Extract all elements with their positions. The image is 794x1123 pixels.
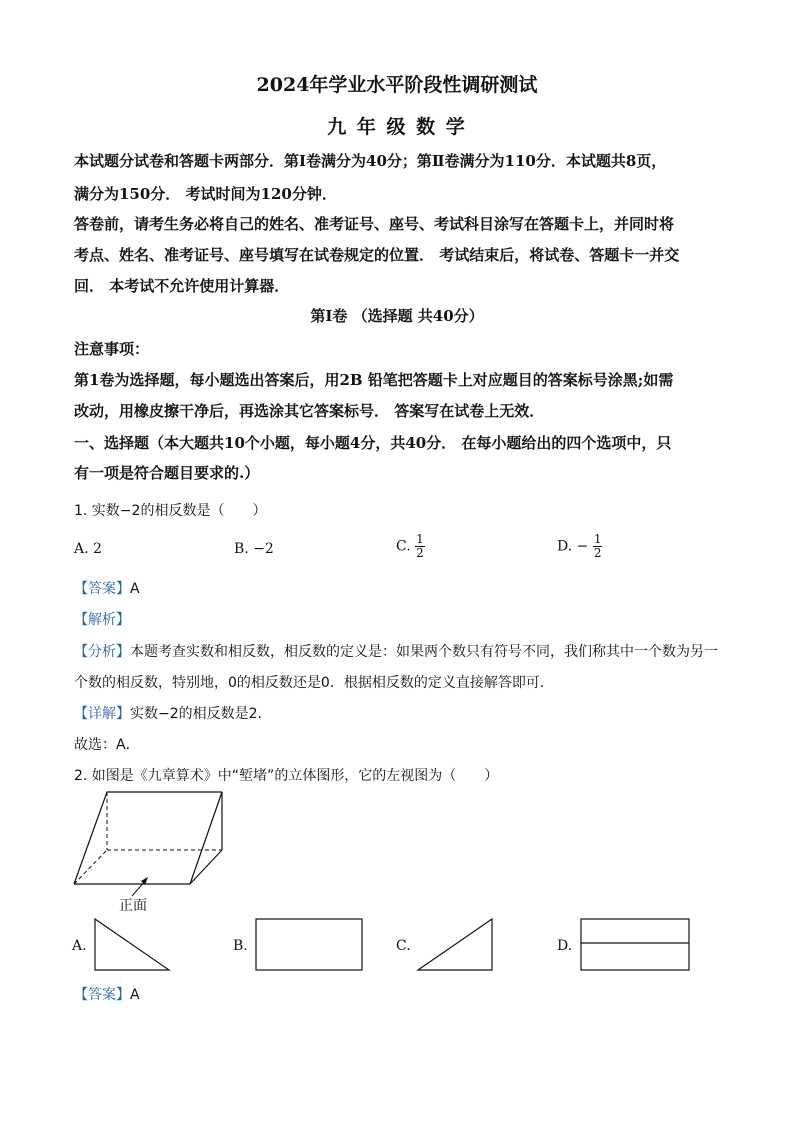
q1-conclusion: 故选：A． — [74, 737, 140, 753]
q1-detail — [74, 703, 272, 723]
q1-option-a: A. 2 — [74, 541, 102, 557]
q2-option-b-rectangle — [253, 916, 365, 974]
page-title: 2024年学业水平阶段性调研测试 — [256, 74, 538, 96]
intro-line-1: 本试题分试卷和答题卡两部分．第Ⅰ卷满分为40分；第Ⅱ卷满分为110分．本试题共8页， — [74, 152, 667, 170]
q1-stem: 1. 实数−2的相反数是（ ） — [74, 503, 267, 519]
intro-line-4: 考点、姓名、准考证号、座号填写在试卷规定的位置． 考试结束后，将试卷、答题卡一并交 — [74, 246, 680, 264]
q2-option-c-triangle — [415, 916, 495, 974]
q2-option-d-label: D. — [557, 938, 573, 954]
notes-line-1: 第1卷为选择题，每小题选出答案后，用2B 铅笔把答题卡上对应题目的答案标号涂黑;如需 — [74, 371, 674, 389]
q1-option-d-numerator: 1 — [593, 532, 602, 546]
intro-line-5: 回． 本考试不允许使用计算器． — [74, 277, 290, 295]
q2-option-a-label: A. — [72, 938, 87, 954]
q2-answer — [74, 984, 140, 1004]
q2-figure-label: 正面 — [119, 898, 147, 914]
q1-option-c-denominator: 2 — [416, 546, 424, 560]
q1-answer-value: A — [130, 581, 140, 597]
section-heading: 第Ⅰ卷 （选择题 共40分） — [310, 307, 484, 325]
q2-answer-tag: 【答案】 — [74, 987, 130, 1003]
q1-option-d-denominator: 2 — [593, 546, 602, 560]
q1-option-d-fraction — [593, 533, 603, 560]
q1-analysis-tag: 【解析】 — [74, 612, 130, 628]
q1-answer-tag: 【答案】 — [74, 581, 130, 597]
q2-option-b-label: B. — [233, 938, 248, 954]
q1-option-d-label: D. − — [557, 538, 589, 555]
q1-option-c-numerator: 1 — [416, 532, 424, 546]
q1-fenxi-line-2: 个数的相反数，特别地，0的相反数还是0．根据相反数的定义直接解答即可． — [74, 675, 554, 691]
q2-option-a-triangle — [92, 916, 172, 974]
notes-title: 注意事项： — [74, 340, 150, 358]
intro-line-3: 答卷前，请考生务必将自己的姓名、准考证号、座号、考试科目涂写在答题卡上，并同时将 — [74, 215, 675, 233]
q1-answer — [74, 578, 140, 598]
q2-answer-value: A — [130, 987, 140, 1003]
part-heading-line-1: 一、选择题（本大题共10个小题，每小题4分，共40分． 在每小题给出的四个选项中，只 — [74, 434, 672, 452]
part-heading-line-2: 有一项是符合题目要求的.） — [74, 464, 260, 482]
q1-detail-tag: 【详解】 — [74, 706, 130, 722]
q1-option-c — [396, 533, 425, 560]
q2-option-c-label: C. — [396, 938, 411, 954]
q1-fenxi-tag: 【分析】 — [74, 644, 130, 660]
q1-fenxi-line-1 — [74, 641, 718, 661]
page-subtitle: 九 年 级 数 学 — [327, 116, 467, 138]
q2-prism-figure — [66, 788, 236, 898]
q2-option-d-divided-rectangle — [578, 916, 692, 974]
notes-line-2: 改动，用橡皮擦干净后，再选涂其它答案标号． 答案写在试卷上无效． — [74, 402, 545, 420]
q1-option-c-fraction — [415, 533, 425, 560]
q1-option-d — [557, 533, 602, 560]
q1-option-c-label: C. — [396, 538, 411, 555]
q2-stem: 2. 如图是《九章算术》中“堑堵”的立体图形，它的左视图为（ ） — [74, 768, 499, 784]
q1-fenxi-text-1: 本题考查实数和相反数，相反数的定义是：如果两个数只有符号不同，我们称其中一个数为另一 — [130, 644, 718, 660]
q1-option-b: B. −2 — [234, 541, 274, 557]
q1-detail-text: 实数−2的相反数是2． — [130, 706, 272, 722]
intro-line-2: 满分为150分． 考试时间为120分钟． — [74, 185, 337, 203]
